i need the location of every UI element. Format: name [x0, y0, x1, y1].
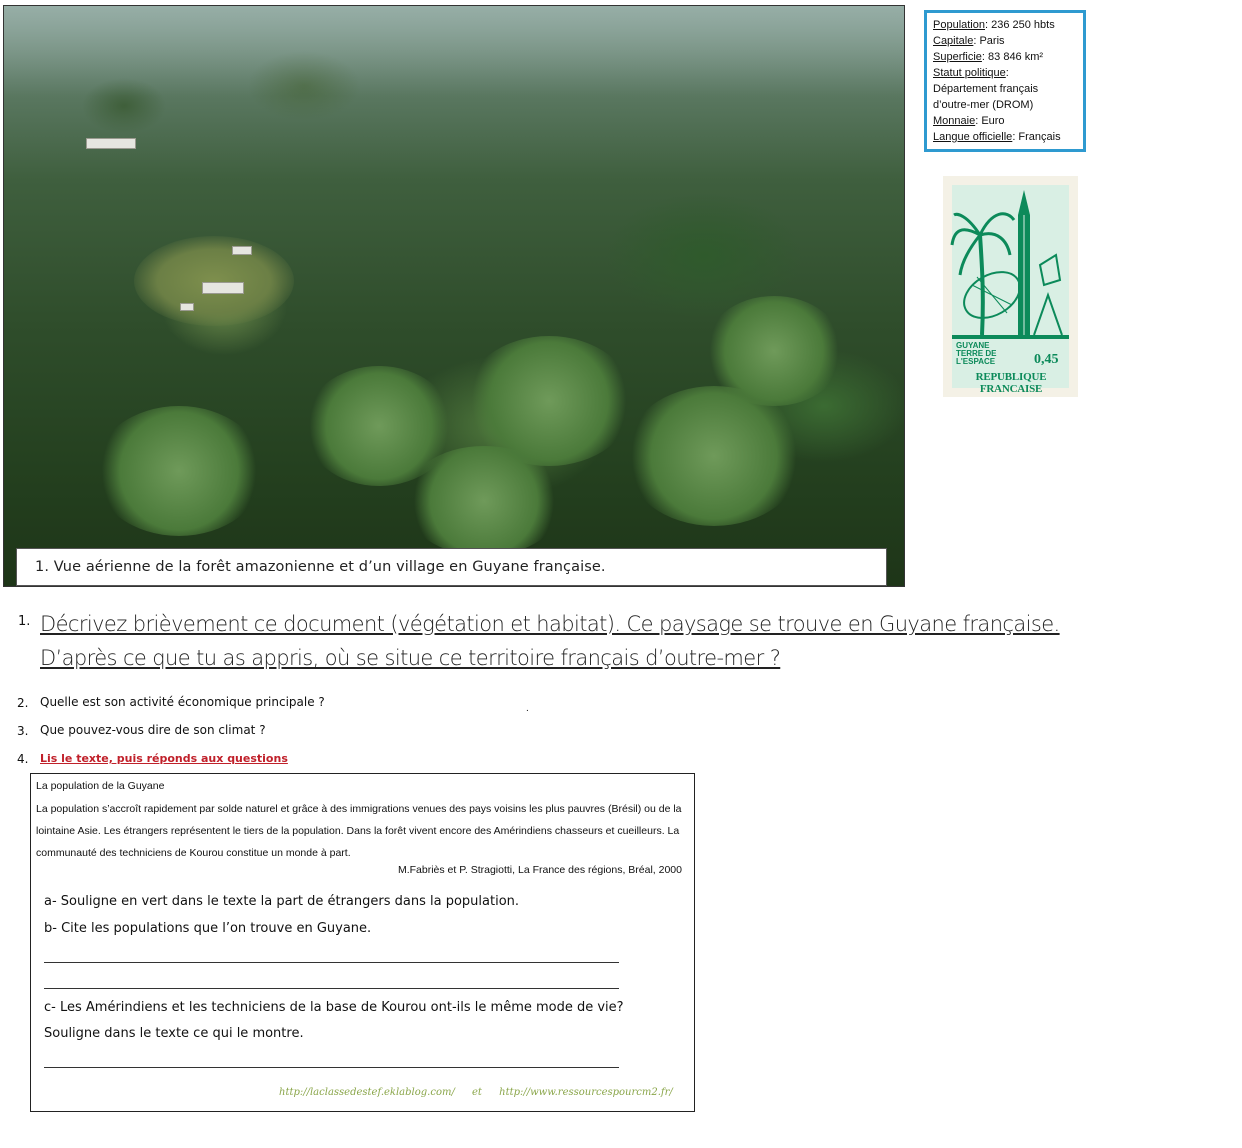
- stray-mark: .: [526, 703, 529, 714]
- text-source: M.Fabriès et P. Stragiotti, La France des régions, Bréal, 2000: [397, 864, 682, 876]
- stamp-terre: TERRE DE: [956, 349, 997, 358]
- superficie-label: Superficie: [933, 51, 982, 63]
- question-4-text: Lis le texte, puis réponds aux questions: [40, 752, 288, 765]
- village-house: [232, 246, 252, 255]
- task-c-instruction: Souligne dans le texte ce qui le montre.: [44, 1026, 304, 1041]
- village-clearing: [134, 236, 294, 326]
- photo-caption: [16, 548, 887, 586]
- postage-stamp: [943, 176, 1078, 397]
- task-c-question: c- Les Amérindiens et les techniciens de la base de Kourou ont-ils le même mode de vie?: [44, 1000, 624, 1015]
- tree-crown: [94, 406, 264, 536]
- tree-crown: [624, 386, 804, 526]
- stamp-design: [952, 185, 1069, 395]
- statut-line-2: d’outre-mer (DROM): [933, 99, 1034, 111]
- photo-haze: [4, 6, 904, 96]
- credit-link-1[interactable]: http://laclassedestef.eklablog.com/: [279, 1087, 455, 1098]
- question-1-text: Décrivez brièvement ce document (végétation et habitat). Ce paysage se trouve en Guyane française. D’après ce que tu as appris, où se situe ce territoire français d’outre-mer ?: [40, 612, 1060, 670]
- reading-text-box: [30, 773, 695, 1112]
- population-label: Population: [933, 19, 985, 31]
- answer-line[interactable]: [44, 988, 619, 989]
- credits: [279, 1087, 673, 1098]
- capitale-value: : Paris: [973, 35, 1005, 47]
- population-value: : 236 250 hbts: [985, 19, 1055, 31]
- text-body: La population s’accroît rapidement par solde naturel et grâce à des immigrations venues des pays voisins les plus pauvres (Brésil) ou de la lointaine Asie. Les étrangers représentent le tiers de la population. Dans la forêt vivent encore des Amérindiens chasseurs et cueilleurs. La communauté des techniciens de Kourou constitue un monde à part.: [36, 803, 682, 859]
- stamp-country: REPUBLIQUE FRANCAISE: [975, 371, 1047, 395]
- task-a: a- Souligne en vert dans le texte la part de étrangers dans la population.: [44, 894, 520, 909]
- stamp-guyane: GUYANE: [956, 341, 990, 350]
- tree-crown: [404, 446, 564, 556]
- question-3-number: 3.: [17, 724, 29, 738]
- question-1-number: 1.: [18, 614, 31, 629]
- stamp-value: 0,45: [1034, 352, 1059, 367]
- text-title: La population de la Guyane: [36, 780, 165, 792]
- statut-label: Statut politique: [933, 67, 1006, 79]
- answer-line[interactable]: [44, 962, 619, 963]
- stamp-espace: L'ESPACE: [956, 357, 996, 366]
- langue-value: : Français: [1012, 131, 1061, 143]
- info-capitale: [933, 33, 1077, 49]
- question-4-number: 4.: [17, 752, 29, 766]
- village-house: [86, 138, 136, 149]
- question-2-text: Quelle est son activité économique principale ?: [40, 695, 325, 709]
- statut-value: :: [1005, 67, 1009, 79]
- caption-label: Vue aérienne de la forêt amazonienne et d’un village en Guyane française.: [53, 559, 606, 575]
- langue-label: Langue officielle: [933, 131, 1013, 143]
- credit-link-2[interactable]: http://www.ressourcespourcm2.fr/: [499, 1087, 673, 1098]
- caption-number: 1.: [35, 559, 50, 575]
- monnaie-value: : Euro: [975, 115, 1005, 127]
- statut-line-1: Département français: [933, 83, 1039, 95]
- info-statut: [933, 65, 1077, 81]
- capitale-label: Capitale: [933, 35, 974, 47]
- superficie-value: : 83 846 km²: [981, 51, 1044, 63]
- info-box: [924, 10, 1086, 152]
- question-3-text: Que pouvez-vous dire de son climat ?: [40, 723, 266, 737]
- answer-line[interactable]: [44, 1067, 619, 1068]
- credit-separator: et: [472, 1087, 482, 1098]
- info-langue: [933, 129, 1077, 145]
- tree-crown: [704, 296, 844, 406]
- village-house: [202, 282, 244, 294]
- question-2-number: 2.: [17, 696, 29, 710]
- photo-caption-text: [35, 559, 606, 575]
- task-b: b- Cite les populations que l’on trouve en Guyane.: [44, 921, 372, 936]
- info-population: [933, 17, 1077, 33]
- forest-photo: [3, 5, 905, 587]
- monnaie-label: Monnaie: [933, 115, 976, 127]
- stamp-guyane-text: [956, 342, 996, 366]
- info-monnaie: [933, 113, 1077, 129]
- info-superficie: [933, 49, 1077, 65]
- village-house: [180, 303, 194, 311]
